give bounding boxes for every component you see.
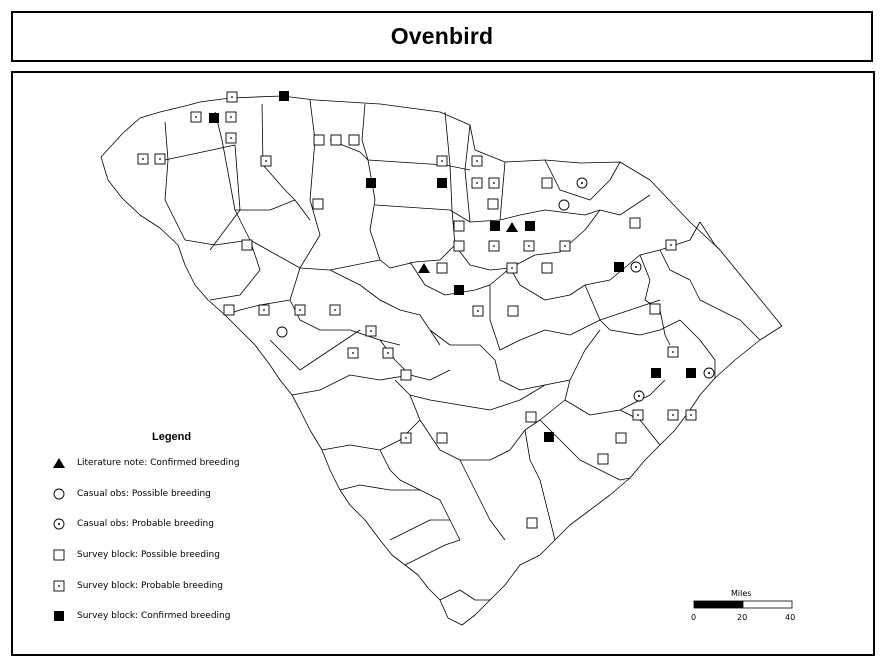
survey-probable-marker [383,348,393,358]
legend-label: Literature note: Confirmed breeding [77,458,240,468]
scale-tick-40: 40 [785,613,796,622]
survey-probable-marker [348,348,358,358]
legend-label: Survey block: Probable breeding [77,581,223,591]
legend-item-survey-probable [52,579,223,593]
survey-possible-marker [454,241,464,251]
casual-probable-markers [577,178,714,401]
survey-possible-marker [526,412,536,422]
legend-item-literature-note [52,456,240,470]
legend-label: Casual obs: Possible breeding [77,489,211,499]
survey-possible-marker [437,263,447,273]
survey-probable-marker [686,410,696,420]
state-outline [101,96,782,625]
survey-confirmed-marker [209,113,219,123]
survey-probable-marker [489,178,499,188]
survey-probable-marker [472,156,482,166]
scale-tick-0: 0 [691,613,697,622]
survey-confirmed-marker [454,285,464,295]
survey-possible-marker [488,199,498,209]
survey-confirmed-marker [437,178,447,188]
casual-probable-marker [634,391,644,401]
legend-label: Survey block: Possible breeding [77,550,220,560]
scale-title: Miles [731,589,752,598]
survey-probable-marker [261,156,271,166]
survey-possible-marker [616,433,626,443]
survey-confirmed-marker [544,432,554,442]
survey-probable-marker [366,326,376,336]
survey-probable-marker [295,305,305,315]
survey-possible-marker [401,370,411,380]
survey-confirmed-marker [490,221,500,231]
survey-confirmed-marker [651,368,661,378]
survey-possible-marker [331,135,341,145]
survey-confirmed-marker [366,178,376,188]
survey-possible-marker [527,518,537,528]
survey-possible-marker [542,178,552,188]
survey-probable-marker [489,241,499,251]
survey-probable-marker [524,241,534,251]
survey-possible-marker [313,199,323,209]
survey-possible-marker [630,218,640,228]
survey-possible-marker [224,305,234,315]
literature-note-markers [418,222,518,273]
survey-probable-marker [191,112,201,122]
legend-title: Legend [152,431,192,443]
survey-probable-marker [666,240,676,250]
survey-possible-marker [454,221,464,231]
casual-possible-marker [277,327,287,337]
survey-probable-markers [138,92,696,443]
casual-probable-marker [631,262,641,272]
survey-probable-marker [330,305,340,315]
survey-confirmed-marker [686,368,696,378]
legend-label: Casual obs: Probable breeding [77,519,214,529]
legend-symbols [53,458,65,621]
survey-possible-marker [650,304,660,314]
scale-tick-20: 20 [737,613,748,622]
casual-probable-marker [577,178,587,188]
survey-probable-marker [138,154,148,164]
survey-possible-marker [349,135,359,145]
literature-note-marker [506,222,518,232]
literature-note-marker [418,263,430,273]
legend-item-survey-confirmed [52,609,230,623]
legend-item-casual-possible [52,487,211,501]
legend-item-casual-probable [52,517,214,531]
survey-probable-marker [633,410,643,420]
scale-bar [694,601,792,608]
survey-probable-marker [259,305,269,315]
survey-probable-marker [473,306,483,316]
survey-possible-marker [598,454,608,464]
casual-possible-marker [559,200,569,210]
survey-probable-marker [437,156,447,166]
survey-possible-marker [437,433,447,443]
survey-probable-marker [155,154,165,164]
legend-item-survey-possible [52,548,220,562]
map-title: Ovenbird [390,23,494,49]
survey-probable-marker [668,410,678,420]
survey-probable-marker [668,347,678,357]
survey-probable-marker [401,433,411,443]
survey-confirmed-marker [525,221,535,231]
survey-probable-marker [507,263,517,273]
legend-label: Survey block: Confirmed breeding [77,611,231,621]
casual-probable-marker [704,368,714,378]
survey-probable-marker [227,92,237,102]
survey-possible-marker [314,135,324,145]
survey-confirmed-markers [209,91,696,442]
survey-confirmed-marker [614,262,624,272]
survey-possible-marker [542,263,552,273]
survey-probable-marker [226,133,236,143]
survey-probable-marker [560,241,570,251]
survey-confirmed-marker [279,91,289,101]
survey-possible-marker [508,306,518,316]
survey-probable-marker [472,178,482,188]
survey-possible-marker [242,240,252,250]
survey-probable-marker [226,112,236,122]
